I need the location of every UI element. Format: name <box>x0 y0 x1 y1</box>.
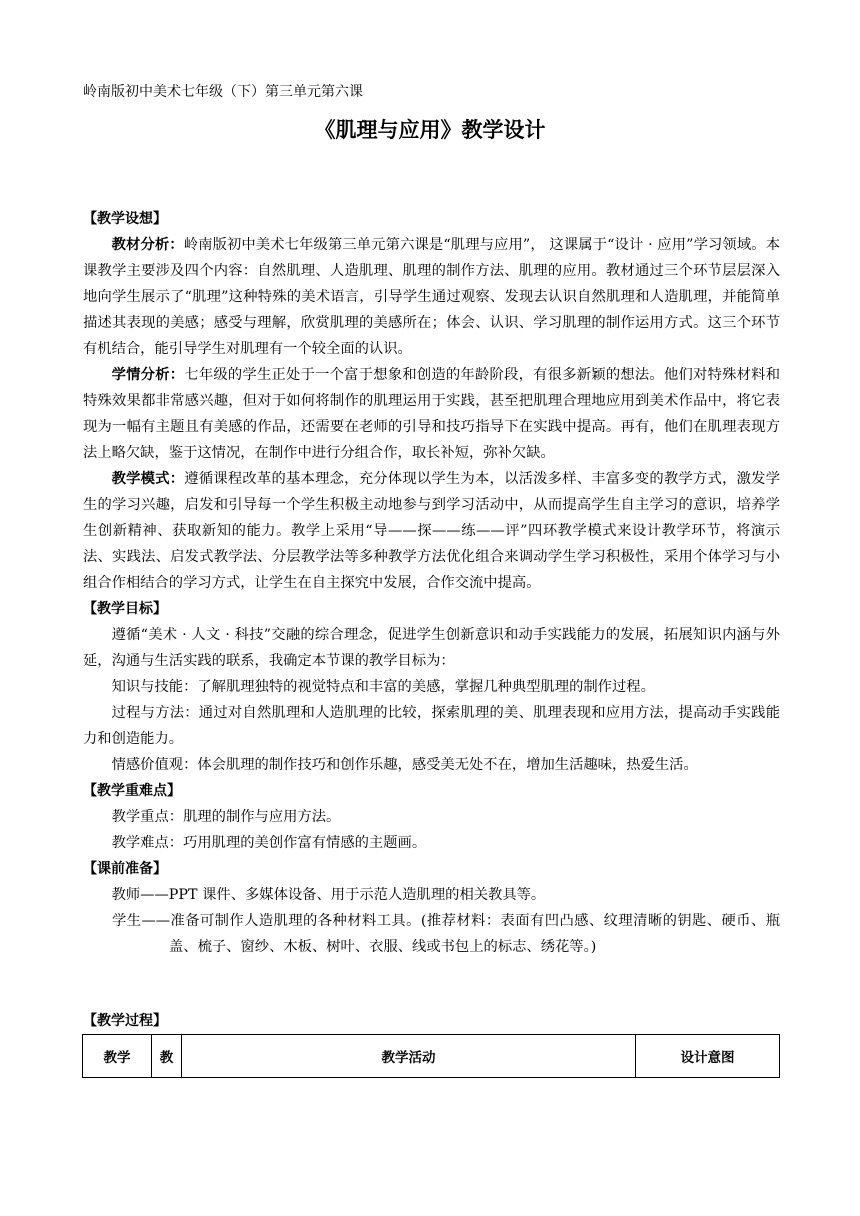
column-header-activity: 教学活动 <box>182 1035 636 1078</box>
course-subtitle: 岭南版初中美术七年级（下）第三单元第六课 <box>83 84 363 100</box>
paragraph-student-analysis <box>83 362 780 466</box>
paragraph-lead: 教学模式： <box>111 471 185 487</box>
section-heading-difficulty: 【教学重难点】 <box>83 783 181 799</box>
paragraph-teaching-mode <box>83 466 780 596</box>
prep-student: 学生——准备可制作人造肌理的各种材料工具。(推荐材料：表面有凹凸感、纹理清晰的钥匙、硬币、瓶盖、梳子、窗纱、木板、树叶、衣服、线或书包上的标志、绣花等。) <box>112 913 780 955</box>
paragraph-lead: 学情分析： <box>111 367 185 383</box>
column-header-stage: 教学 <box>83 1035 152 1078</box>
goal-emotion: 情感价值观：体会肌理的制作技巧和创作乐趣，感受美无处不在，增加生活趣味，热爱生活。 <box>111 757 698 773</box>
paragraph-lead: 教材分析： <box>111 237 184 253</box>
column-header-teacher: 教 <box>152 1035 182 1078</box>
goals-intro: 遵循“美术 · 人文 · 科技”交融的综合理念，促进学生创新意识和动手实践能力的发展，拓展知识内涵与外延，沟通与生活实践的联系，我确定本节课的教学目标为： <box>83 627 780 669</box>
paragraph-text: 岭南版初中美术七年级第三单元第六课是“肌理与应用”， 这课属于“设计 · 应用”学习领域。本课教学主要涉及四个内容：自然肌理、人造肌理、肌理的制作方法、肌理的应用。教材通过三个环节层层深入地向学生展示了“肌理”这种特殊的美术语言，引导学生通过观察、发现去认识自然肌理和人造肌理，并能简单描述其表现的美感；感受与理解，欣赏肌理的美感所在；体会、认识、学习肌理的制作运用方式。这三个环节有机结合，能引导学生对肌理有一个较全面的认识。 <box>83 237 780 357</box>
goal-knowledge: 知识与技能：了解肌理独特的视觉特点和丰富的美感，掌握几种典型肌理的制作过程。 <box>111 679 655 695</box>
section-heading-goals: 【教学目标】 <box>83 601 167 617</box>
section-heading-prep: 【课前准备】 <box>83 861 167 877</box>
goal-process: 过程与方法：通过对自然肌理和人造肌理的比较，探索肌理的美、肌理表现和应用方法，提高动手实践能力和创造能力。 <box>83 705 780 747</box>
paragraph-text: 七年级的学生正处于一个富于想象和创造的年龄阶段，有很多新颖的想法。他们对特殊材料和特殊效果都非常感兴趣，但对于如何将制作的肌理运用于实践，甚至把肌理合理地应用到美术作品中，将它表现为一幅有主题且有美感的作品，还需要在老师的引导和技巧指导下在实践中提高。再有，他们在肌理表现方法上略欠缺，鉴于这情况，在制作中进行分组合作，取长补短，弥补欠缺。 <box>83 367 781 461</box>
key-point: 教学重点：肌理的制作与应用方法。 <box>111 809 341 825</box>
table-header-row <box>83 1035 780 1078</box>
column-header-intent: 设计意图 <box>636 1035 780 1078</box>
section-heading-process: 【教学过程】 <box>83 1013 167 1029</box>
document-body <box>83 206 780 960</box>
paragraph-textbook-analysis <box>83 232 780 362</box>
difficult-point: 教学难点：巧用肌理的美创作富有情感的主题画。 <box>111 835 427 851</box>
paragraph-text: 遵循课程改革的基本理念，充分体现以学生为本，以活泼多样、丰富多变的教学方式，激发学生的学习兴趣，启发和引导每一个学生积极主动地参与到学习活动中，从而提高学生自主学习的意识，培养学生创新精神、获取新知的能力。教学上采用“导——探——练——评”四环教学模式来设计教学环节，将演示法、实践法、启发式教学法、分层教学法等多种教学方法优化组合来调动学生学习积极性，采用个体学习与小组合作相结合的学习方式，让学生在自主探究中发展，合作交流中提高。 <box>83 471 781 591</box>
section-heading-concept: 【教学设想】 <box>83 211 167 227</box>
prep-teacher: 教师——PPT 课件、多媒体设备、用于示范人造肌理的相关教具等。 <box>111 887 546 903</box>
page-title: 《肌理与应用》教学设计 <box>314 118 546 142</box>
process-table <box>82 1034 780 1078</box>
